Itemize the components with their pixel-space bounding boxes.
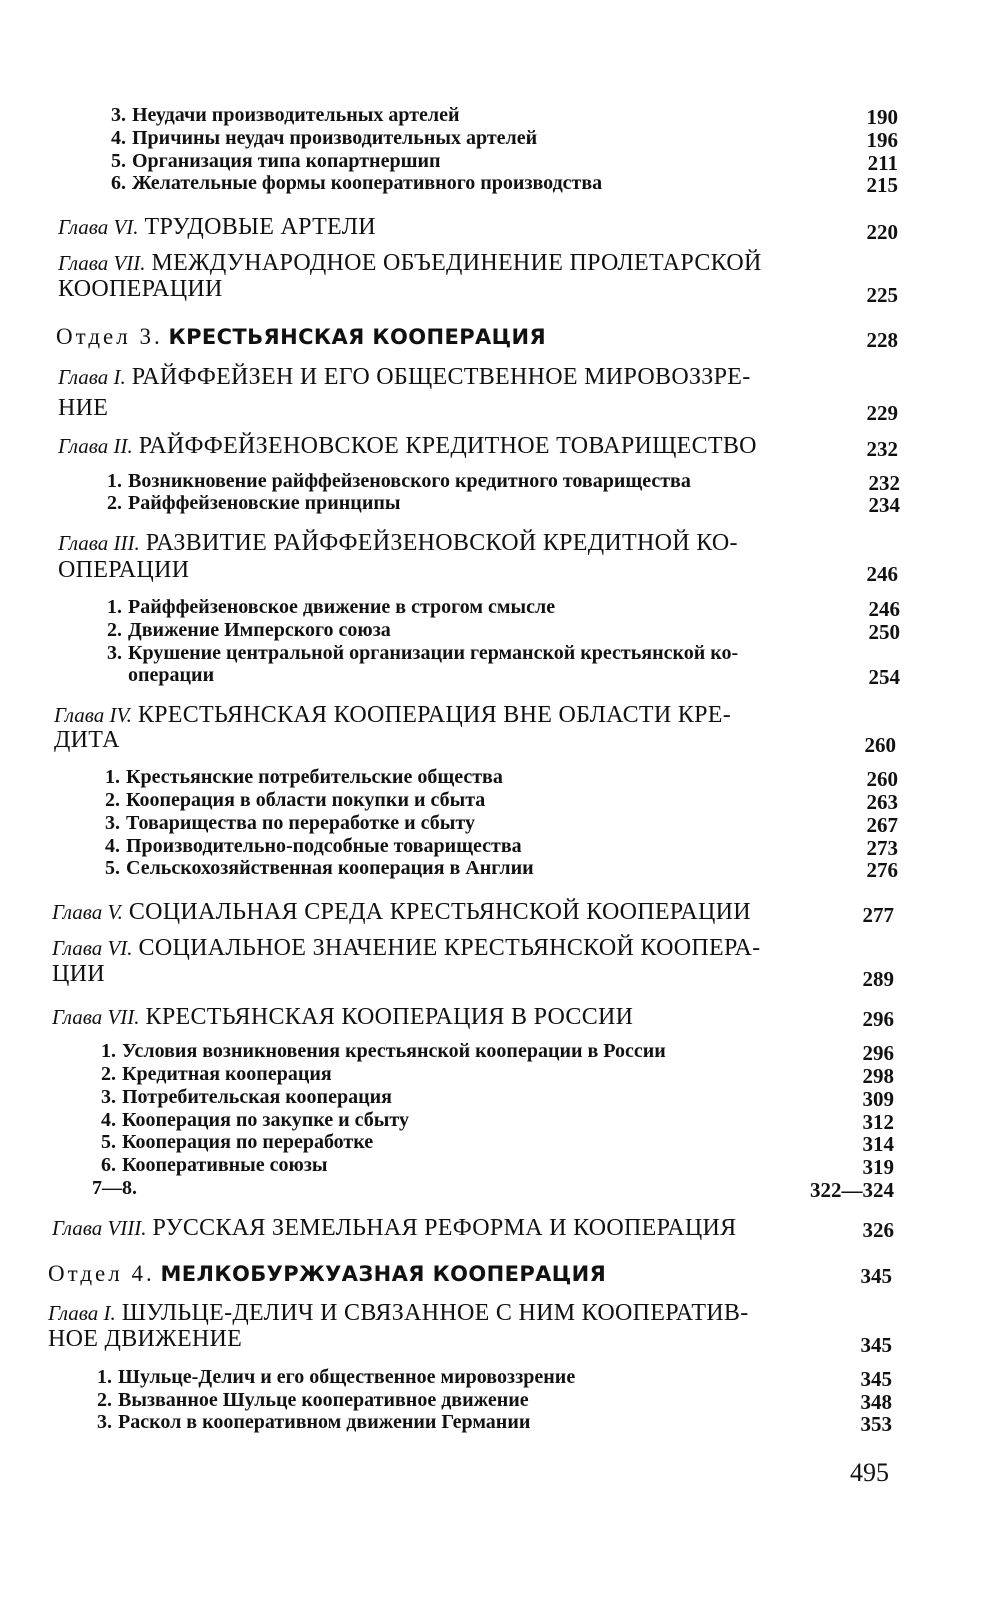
subitem-title-line2: операции xyxy=(128,664,215,686)
subitem-page: 267 xyxy=(866,813,898,837)
toc-subitem xyxy=(92,1109,894,1134)
chapter-page: 345 xyxy=(860,1333,892,1357)
subitem-number: 1. xyxy=(101,1040,116,1062)
toc-subitem xyxy=(102,150,898,175)
chapter-label: Глава I. xyxy=(48,1301,116,1325)
subitem-page: 309 xyxy=(862,1087,894,1111)
chapter-label: Глава III. xyxy=(58,531,140,555)
chapter-title-line1: МЕЖДУНАРОДНОЕ ОБЪЕДИНЕНИЕ ПРОЛЕТАРСКОЙ xyxy=(151,250,762,276)
chapter-title: РУССКАЯ ЗЕМЕЛЬНАЯ РЕФОРМА И КООПЕРАЦИЯ xyxy=(152,1215,737,1241)
subitem-page: 298 xyxy=(862,1064,894,1088)
chapter-page: 246 xyxy=(866,562,898,586)
subitem-page: 319 xyxy=(862,1155,894,1179)
toc-subitem xyxy=(96,789,898,814)
chapter-label: Глава II. xyxy=(58,434,133,458)
chapter-title-line1: СОЦИАЛЬНОЕ ЗНАЧЕНИЕ КРЕСТЬЯНСКОЙ КООПЕРА- xyxy=(138,935,761,961)
toc-subitem xyxy=(88,1366,892,1391)
subitem-page: 196 xyxy=(866,128,898,152)
toc-subitem xyxy=(88,1389,892,1414)
toc-part xyxy=(56,324,546,350)
chapter-page: 220 xyxy=(866,220,898,244)
chapter-page: 232 xyxy=(866,437,898,461)
chapter-title: КРЕСТЬЯНСКАЯ КООПЕРАЦИЯ В РОССИИ xyxy=(145,1004,634,1030)
part-page: 345 xyxy=(860,1264,892,1288)
subitem-page: 246 xyxy=(868,597,900,621)
subitem-page: 215 xyxy=(866,173,898,197)
subitem-page: 276 xyxy=(866,858,898,882)
toc-subitem xyxy=(92,1063,894,1088)
toc-chapter xyxy=(52,935,760,962)
subitem-title: Кредитная кооперация xyxy=(122,1063,332,1085)
subitem-number: 3. xyxy=(97,1411,112,1433)
toc-subitem xyxy=(96,835,898,860)
subitem-number: 1. xyxy=(107,470,122,492)
subitem-number: 3. xyxy=(107,642,122,664)
subitem-number: 6. xyxy=(101,1154,116,1176)
part-label: Отдел 3. xyxy=(56,324,163,349)
subitem-page: 232 xyxy=(868,471,900,495)
chapter-page: 277 xyxy=(862,903,894,927)
subitem-number: 5. xyxy=(111,150,126,172)
subitem-page: 260 xyxy=(866,767,898,791)
subitem-page: 353 xyxy=(860,1412,892,1436)
subitem-title: Движение Имперского союза xyxy=(128,619,391,641)
chapter-title-line2: ЦИИ xyxy=(52,961,105,987)
subitem-number: 2. xyxy=(107,492,122,514)
toc-subitem xyxy=(98,642,900,664)
chapter-title-line2: КООПЕРАЦИИ xyxy=(58,276,223,302)
subitem-title: Вызванное Шульце кооперативное движение xyxy=(118,1389,529,1411)
chapter-title: СОЦИАЛЬНАЯ СРЕДА КРЕСТЬЯНСКОЙ КООПЕРАЦИИ xyxy=(128,899,751,925)
subitem-page: 273 xyxy=(866,836,898,860)
subitem-title: Райффейзеновское движение в строгом смысле xyxy=(128,596,556,618)
toc-chapter xyxy=(58,433,757,460)
chapter-label: Глава VIII. xyxy=(52,1216,147,1240)
chapter-title-line1: ШУЛЬЦЕ-ДЕЛИЧ И СВЯЗАННОЕ С НИМ КООПЕРАТИВ- xyxy=(121,1300,749,1326)
toc-chapter xyxy=(52,899,751,926)
toc-subitem xyxy=(96,812,898,837)
toc-part xyxy=(48,1261,606,1287)
toc-chapter-continuation xyxy=(58,395,108,422)
toc-chapter xyxy=(52,1004,633,1031)
subitem-title: Условия возникновения крестьянской кооперации в России xyxy=(122,1040,666,1062)
toc-chapter xyxy=(58,214,376,241)
subitem-number: 3. xyxy=(101,1086,116,1108)
toc-subitem xyxy=(98,619,900,644)
subitem-title: Причины неудач производительных артелей xyxy=(132,127,538,149)
toc-subitem xyxy=(102,172,898,197)
chapter-title-line1: РАЗВИТИЕ РАЙФФЕЙЗЕНОВСКОЙ КРЕДИТНОЙ КО- xyxy=(145,530,738,556)
subitem-page: 263 xyxy=(866,790,898,814)
toc-chapter-continuation xyxy=(58,276,223,303)
subitem-title: Кооперативные союзы xyxy=(122,1154,328,1176)
toc-subitem xyxy=(98,470,900,495)
toc-subitem xyxy=(92,1177,894,1202)
subitem-title: Организация типа копартнершип xyxy=(132,150,441,172)
subitem-number: 2. xyxy=(105,789,120,811)
subitem-page: 348 xyxy=(860,1390,892,1414)
chapter-title: ТРУДОВЫЕ АРТЕЛИ xyxy=(144,214,376,240)
toc-subitem xyxy=(92,1040,894,1065)
toc-chapter xyxy=(58,250,762,277)
chapter-title-line1: КРЕСТЬЯНСКАЯ КООПЕРАЦИЯ ВНЕ ОБЛАСТИ КРЕ- xyxy=(137,702,731,728)
chapter-title-line2: ДИТА xyxy=(54,727,120,753)
subitem-number: 1. xyxy=(105,766,120,788)
subitem-page: 211 xyxy=(867,151,898,175)
subitem-number: 2. xyxy=(101,1063,116,1085)
subitem-title: Желательные формы кооперативного производства xyxy=(132,172,603,194)
chapter-label: Глава I. xyxy=(58,365,126,389)
subitem-title: Кооперация в области покупки и сбыта xyxy=(126,789,486,811)
subitem-title-line1: Крушение центральной организации германской крестьянской ко- xyxy=(128,642,739,664)
subitem-page: 234 xyxy=(868,493,900,517)
chapter-page: 229 xyxy=(866,401,898,425)
subitem-number: 3. xyxy=(111,104,126,126)
subitem-number: 2. xyxy=(107,619,122,641)
subitem-number: 4. xyxy=(101,1109,116,1131)
part-label: Отдел 4. xyxy=(48,1261,155,1286)
subitem-title: Кооперация по переработке xyxy=(122,1131,374,1153)
chapter-title-line2: НОЕ ДВИЖЕНИЕ xyxy=(48,1326,243,1352)
subitem-page: 296 xyxy=(862,1041,894,1065)
subitem-title: Райффейзеновские принципы xyxy=(128,492,401,514)
toc-chapter xyxy=(48,1300,749,1327)
toc-subitem xyxy=(92,1086,894,1111)
toc-subitem xyxy=(96,857,898,882)
chapter-page: 225 xyxy=(866,283,898,307)
subitem-page: 322—324 xyxy=(810,1178,894,1202)
subitem-title: Производительно-подсобные товарищества xyxy=(126,835,522,857)
chapter-page: 326 xyxy=(862,1218,894,1242)
subitem-number: 3. xyxy=(105,812,120,834)
toc-subitem-continuation xyxy=(98,664,900,689)
subitem-number: 2. xyxy=(97,1389,112,1411)
chapter-label: Глава VI. xyxy=(52,936,133,960)
subitem-title xyxy=(158,1177,894,1202)
chapter-label: Глава IV. xyxy=(54,703,132,727)
chapter-page: 260 xyxy=(864,733,896,757)
subitem-title: Товарищества по переработке и сбыту xyxy=(126,812,475,834)
subitem-title: Шульце-Делич и его общественное мировоззрение xyxy=(118,1366,576,1388)
chapter-label: Глава V. xyxy=(52,900,123,924)
subitem-number: 4. xyxy=(105,835,120,857)
subitem-page: 314 xyxy=(862,1132,894,1156)
chapter-title-line1: РАЙФФЕЙЗЕН И ЕГО ОБЩЕСТВЕННОЕ МИРОВОЗЗРЕ- xyxy=(131,364,751,390)
subitem-title: Раскол в кооперативном движении Германии xyxy=(118,1411,531,1433)
subitem-number: 1. xyxy=(107,596,122,618)
subitem-title: Потребительская кооперация xyxy=(122,1086,392,1108)
toc-chapter xyxy=(58,530,738,557)
chapter-label: Глава VI. xyxy=(58,215,139,239)
subitem-number: 4. xyxy=(111,127,126,149)
chapter-page: 289 xyxy=(862,967,894,991)
chapter-label: Глава VII. xyxy=(58,251,146,275)
toc-chapter xyxy=(54,702,731,729)
subitem-title: Возникновение райффейзеновского кредитного товарищества xyxy=(128,470,691,492)
toc-subitem xyxy=(102,127,898,152)
subitem-title: Крестьянские потребительские общества xyxy=(126,766,503,788)
toc-chapter-continuation xyxy=(58,557,189,584)
toc-subitem xyxy=(96,766,898,791)
toc-chapter-continuation xyxy=(48,1326,242,1353)
toc-chapter xyxy=(52,1215,736,1242)
subitem-title: Неудачи производительных артелей xyxy=(132,104,460,126)
page-number: 495 xyxy=(850,1458,889,1487)
toc-chapter-continuation xyxy=(54,727,120,754)
subitem-page: 190 xyxy=(866,105,898,129)
chapter-label: Глава VII. xyxy=(52,1005,140,1029)
subitem-number: 5. xyxy=(101,1131,116,1153)
subitem-title: Кооперация по закупке и сбыту xyxy=(122,1109,409,1131)
subitem-page: 250 xyxy=(868,620,900,644)
subitem-number: 1. xyxy=(97,1366,112,1388)
chapter-title: РАЙФФЕЙЗЕНОВСКОЕ КРЕДИТНОЕ ТОВАРИЩЕСТВО xyxy=(138,433,757,459)
toc-subitem xyxy=(92,1154,894,1179)
toc-subitem xyxy=(98,596,900,621)
part-title: МЕЛКОБУРЖУАЗНАЯ КООПЕРАЦИЯ xyxy=(160,1262,607,1286)
chapter-page: 296 xyxy=(862,1007,894,1031)
toc-chapter-continuation xyxy=(52,961,105,988)
toc-subitem xyxy=(102,104,898,129)
subitem-number: 5. xyxy=(105,857,120,879)
subitem-page: 254 xyxy=(868,665,900,689)
subitem-title: Сельскохозяйственная кооперация в Англии xyxy=(126,857,534,879)
subitem-page: 312 xyxy=(862,1110,894,1134)
subitem-number: 6. xyxy=(111,172,126,194)
chapter-title-line2: ОПЕРАЦИИ xyxy=(58,557,190,583)
toc-chapter xyxy=(58,364,751,391)
subitem-page: 345 xyxy=(860,1367,892,1391)
part-page: 228 xyxy=(866,328,898,352)
toc-subitem xyxy=(88,1411,892,1436)
chapter-title-line2: НИЕ xyxy=(58,395,109,421)
part-title: КРЕСТЬЯНСКАЯ КООПЕРАЦИЯ xyxy=(168,325,547,349)
subitem-number: 7—8. xyxy=(92,1177,137,1199)
toc-subitem xyxy=(92,1131,894,1156)
toc-subitem xyxy=(98,492,900,517)
